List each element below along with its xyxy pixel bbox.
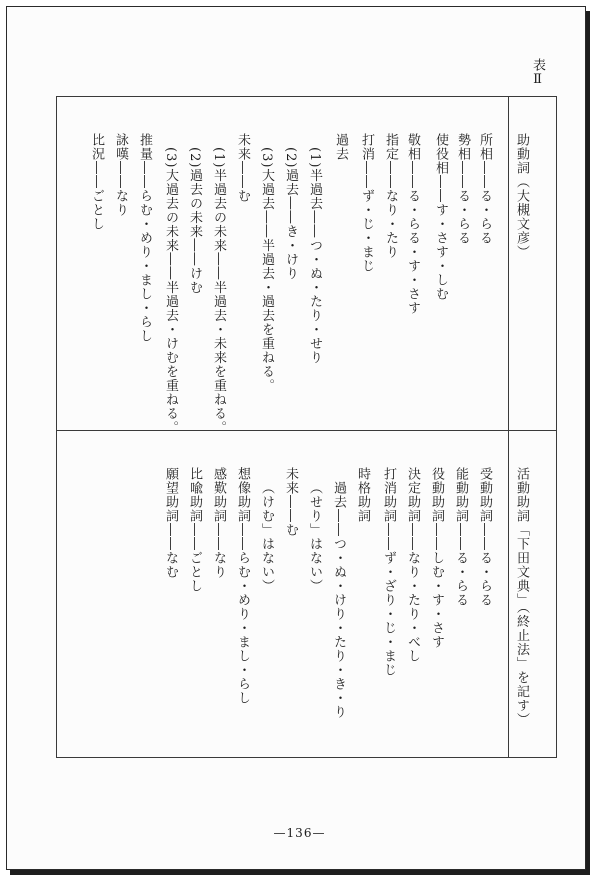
upper-line: (1)半過去の未来――半過去・未来を重ねる。	[211, 147, 226, 435]
lower-line: 決定助詞――なり・たり・べし	[405, 467, 420, 663]
upper-line: 詠嘆――なり	[113, 133, 128, 217]
upper-line: 勢相――る・らる	[455, 133, 470, 245]
upper-line: 使役相――す・さす・しむ	[433, 133, 448, 301]
lower-header: 活動助詞「下田文典」（終止法」を記す）	[514, 467, 529, 727]
page-number: —136—	[273, 826, 326, 840]
lower-line: 能動助詞――る・らる	[453, 467, 468, 607]
header-divider	[508, 96, 509, 758]
lower-line: （けむ」はない）	[259, 481, 274, 593]
upper-line: 指定――なり・たり	[383, 133, 398, 259]
upper-line: 未来――む	[235, 133, 250, 203]
upper-line: 推量――らむ・めり・まし・らし	[137, 133, 152, 343]
table-label: 表Ⅱ	[530, 58, 545, 88]
upper-line: 所相――る・らる	[477, 133, 492, 245]
lower-line: 願望助詞――なむ	[163, 467, 178, 579]
lower-line: 受動助詞――る・らる	[477, 467, 492, 607]
lower-line: 想像助詞――らむ・めり・まし・らし	[235, 467, 250, 705]
section-divider	[56, 430, 557, 431]
upper-line: (2)過去の未来――けむ	[187, 147, 202, 295]
lower-line: 役動助詞――しむ・す・さす	[429, 467, 444, 649]
upper-line: (1)半過去――つ・ぬ・たり・せり	[307, 147, 322, 365]
lower-line: 未来――む	[283, 467, 298, 537]
lower-line: （せり」はない）	[307, 481, 322, 593]
lower-line: 時格助詞	[355, 467, 370, 523]
upper-line: 過去	[333, 133, 348, 161]
upper-line: 打消――ず・じ・まじ	[359, 133, 374, 273]
lower-line: 過去――つ・ぬ・けり・たり・き・り	[331, 481, 346, 719]
upper-header: 助動詞（大槻文彦）	[514, 133, 529, 259]
lower-line: 打消助詞――ず・ざり・じ・まじ	[381, 467, 396, 677]
upper-line: 敬相――る・らる・す・さす	[405, 133, 420, 315]
upper-line: 比況――ごとし	[89, 133, 104, 231]
upper-line: (3)大過去の未来――半過去・けむを重ねる。	[163, 147, 178, 435]
lower-line: 感歎助詞――なり	[211, 467, 226, 579]
upper-line: (2)過去――き・けり	[283, 147, 298, 281]
upper-line: (3)大過去――半過去・過去を重ねる。	[259, 147, 274, 393]
lower-line: 比喩助詞――ごとし	[187, 467, 202, 593]
